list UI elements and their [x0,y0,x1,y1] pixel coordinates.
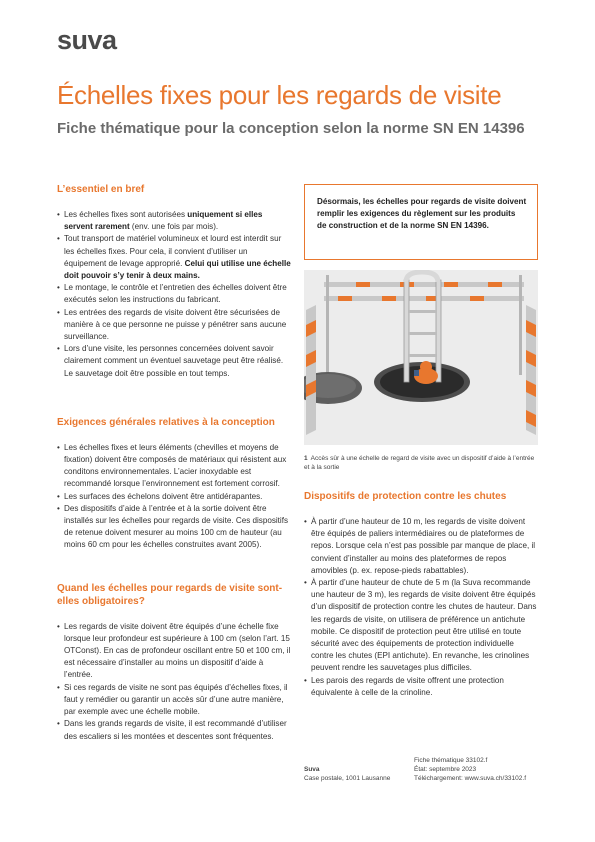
list-item [57,442,291,491]
text-fragment: Tout transport de matériel volumineux et lourd est interdit sur les échelles fixes. Pour cela, il convient d’utiliser un équipement de levage approprié. [64,234,282,268]
figure-number: 1 [304,455,308,462]
left-column [57,183,291,743]
list-item [57,209,291,233]
list-item [57,343,291,380]
list-item [57,718,291,742]
bullet-list-essentiel [57,209,291,380]
suva-logo: suva [57,25,117,55]
section-heading-exigences: Exigences générales relatives à la conception [57,416,275,428]
footer-download-link[interactable]: Téléchargement: www.suva.ch/33102.f [414,775,527,782]
section-exigences [57,416,291,552]
bullet-list-dispositifs [304,516,538,699]
text-fragment: Les regards de visite doivent être équipés d’une échelle fixe lorsque leur profondeur est supérieure à 100 cm (selon l’art. 15 OTConst). En cas de profondeur oscillant entre 50 et 100 cm, il est nécessaire d’installer au moins un dispositif d’aide à l’entrée. [64,621,291,680]
list-item [304,675,538,699]
section-essentiel [57,183,291,380]
list-item [304,577,538,675]
side-barrier-left [306,305,316,435]
list-item [57,282,291,306]
section-heading-quand: Quand les échelles pour regards de visite sont-elles obligatoires? [57,582,283,607]
notice-box [304,184,538,260]
list-item [57,503,291,552]
text-fragment: Le montage, le contrôle et l’entretien des échelles doivent être exécutés selon les instructions du fabricant. [64,283,287,305]
text-fragment: Lors d’une visite, les personnes concernées doivent savoir clairement comment un éventuel sauvetage peut être réalisé. Le sauvetage doit être possible en tout temps. [64,344,284,378]
footer-sheet-number: Fiche thématique 33102.f [414,757,488,764]
footer-date: État: septembre 2023 [414,766,477,773]
notice-text: Désormais, les échelles pour regards de visite doivent remplir les exigences du règlement sur les produits de construction et de la norme SN EN 14396. [317,197,527,231]
bold-text: uniquement si elles servent rarement [64,210,263,232]
text-fragment: Les échelles fixes sont autorisées [64,210,188,219]
bold-text: Celui qui utilise une échelle doit pouvoir s’y tenir à deux mains. [64,258,291,281]
page-title: Échelles fixes pour les regards de visite [57,80,502,110]
list-item [57,682,291,719]
text-fragment: Les parois des regards de visite offrent une protection équivalente à celle de la crinoline. [311,675,504,697]
footer-info [414,756,526,783]
manhole-ladder-illustration [304,270,538,445]
bullet-list-quand [57,621,291,743]
list-item [57,621,291,682]
side-barrier-right [526,305,536,435]
manhole-scene-drawing [304,270,538,445]
text-fragment: Dans les grands regards de visite, il est recommandé d’utiliser des escaliers si les montées et descentes sont fréquentes. [64,719,287,741]
list-item [57,233,291,282]
text-fragment: Des dispositifs d’aide à l’entrée et à la sortie doivent être installés sur les échelles pour regards de visite. Ces dispositifs de retenue doivent mesurer au moins 100 cm de hauteur (au moins 60 cm pour les échelles construites avant 2005). [64,503,289,550]
text-fragment: Les échelles fixes et leurs éléments (chevilles et moyens de fixation) doivent être composés de matériaux qui résistent aux conditons environnementales. L’acier inoxydable est recommandé lorsque l’environnement est fortement corrosif. [64,442,287,489]
text-fragment: Les entrées des regards de visite doivent être sécurisées de manière à ce que personne ne puisse y pénétrer sans aucune surveillance. [64,307,287,342]
text-fragment: À partir d’une hauteur de 10 m, les regards de visite doivent être équipés de paliers intermédiaires ou de plateformes de repos. Lorsque cela n’est pas possible par manque de place, il convient d’installer au moins des plateformes de repos amovibles (p. ex. repose-pieds rabattables). [311,517,536,575]
text-fragment: (env. une fois par mois). [129,222,219,232]
figure-caption-text: Accès sûr à une échelle de regard de visite avec un dispositif d’aide à l’entrée et à la sortie [304,455,535,471]
list-item [304,516,538,577]
page-subtitle: Fiche thématique pour la conception selon la norme SN EN 14396 [57,120,525,137]
list-item [57,491,291,503]
section-dispositifs [304,490,538,699]
section-heading-dispositifs: Dispositifs de protection contre les chutes [304,491,507,502]
footer-address [304,765,390,783]
text-fragment: Les surfaces des échelons doivent être antidérapantes. [64,491,263,501]
bullet-list-exigences [57,442,291,552]
footer-org: Suva [304,766,320,773]
section-heading-essentiel: L’essentiel en bref [57,184,145,195]
text-fragment: À partir d’une hauteur de chute de 5 m (la Suva recommande une hauteur de 3 m), les regards de visite doivent être équipés d’un dispositif de protection contre les chutes de hauteur. Dans les regards de visite, on utilisera de préférence un antichute mobile. Ce dispositif de protection peut être utilisé en toute sécurité avec des équipements de protection individuelle contre les chutes (EPI antichute). En revanche, les crinolines peuvent rendre les sauvetages plus difficiles. [311,578,537,673]
list-item [57,307,291,344]
figure-caption [304,454,538,472]
section-quand [57,582,291,743]
text-fragment: Si ces regards de visite ne sont pas équipés d’échelles fixes, il faut y remédier ou garantir un accès sûr d’une autre manière, par exemple avec une échelle mobile. [64,682,288,717]
footer-postal: Case postale, 1001 Lausanne [304,775,391,782]
